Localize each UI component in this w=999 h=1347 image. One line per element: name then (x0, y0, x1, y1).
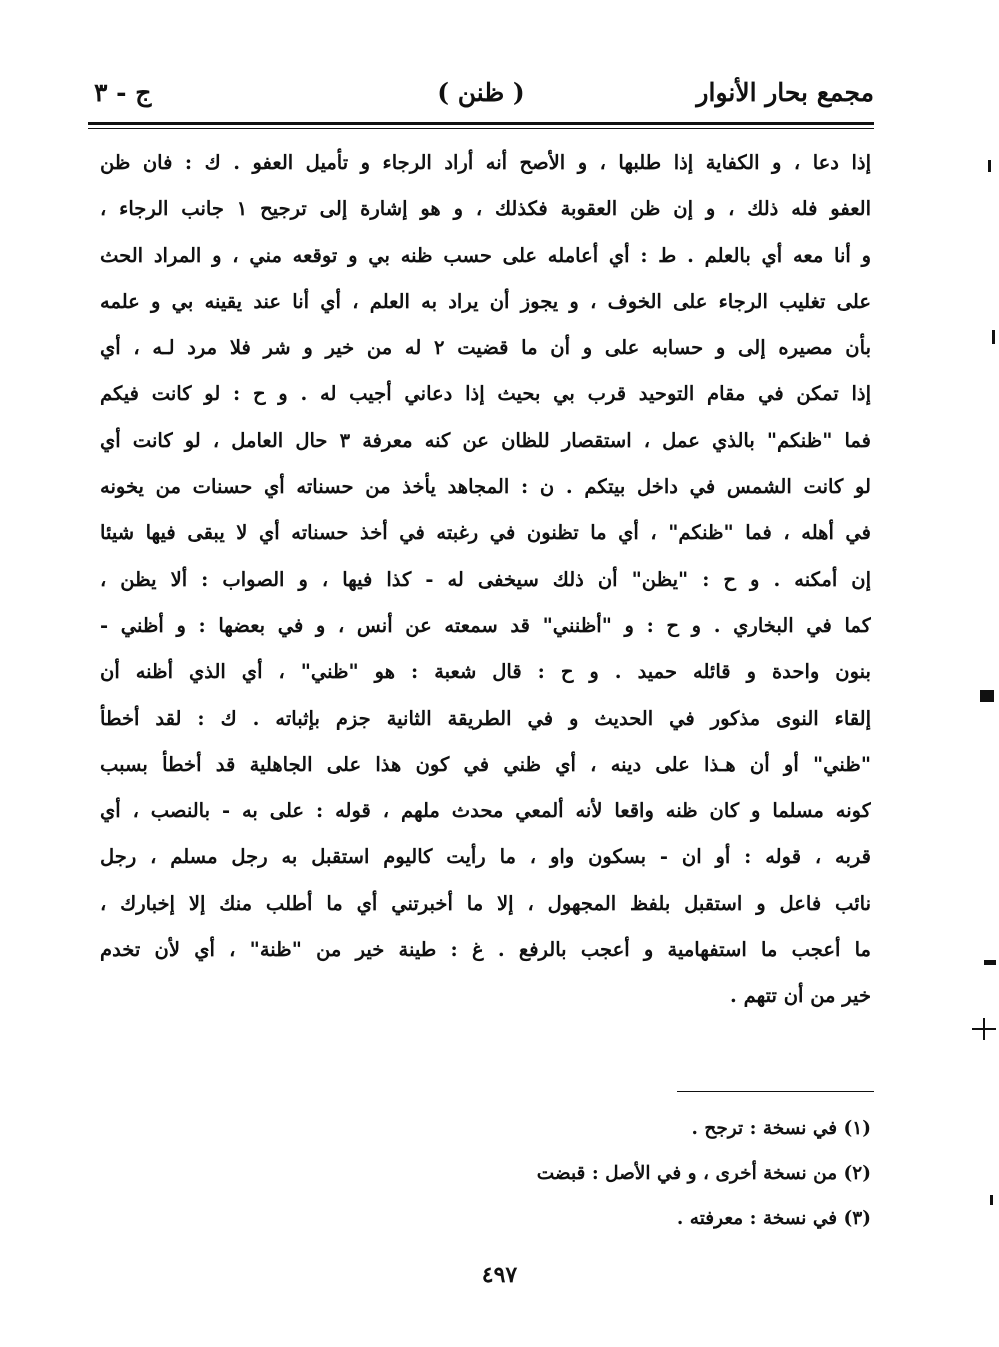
body-line: في أهله ، فما "ظنكم" ، أي ما تظنون في رغبته في أخذ حسناته أي لا يبقى فيها شيئا (100, 521, 871, 545)
footnote-2: (۲) من نسخة أخرى ، و في الأصل : قبضت (536, 1163, 871, 1184)
scan-edge-mark (992, 330, 995, 344)
footnote-rule (677, 1091, 874, 1092)
body-text (100, 140, 871, 1020)
scan-edge-mark (990, 1195, 993, 1205)
body-line: إذا تمكن في مقام التوحيد قرب بي بحيث إذا دعاني أجيب له . و ح : لو كانت فيكم (100, 382, 871, 406)
body-line: ما أعجب ما استفهامية و أعجب بالرفع . غ : طينة خير من "ظنة" ، أي لأن تخدم (100, 938, 871, 962)
body-line: و أنا معه أي بالعلم . ط : أي أعامله على حسب ظنه بي و توقعه مني ، و المراد الحث (100, 243, 871, 267)
body-line: لو كانت الشمس في داخل بيتكم . ن : المجاهد يأخذ من حسناته أي حسنات من يخونه (100, 475, 871, 499)
body-line: نائب فاعل و استقبل بلفظ المجهول ، إلا ما أخبرتني أي ما أطلب منك إلا إخبارك ، (100, 891, 871, 915)
page-number: ٤٩٧ (481, 1262, 518, 1288)
body-line: كونه مسلما و كان ظنه واقعا لأنه ألمعي محدث ملهم ، قوله : على به - بالنصب ، أي (100, 799, 871, 823)
body-line: على تغليب الرجاء على الخوف ، و يجوز أن يراد به العلم ، أي أنا عند يقينه بي و علمه (100, 289, 871, 313)
scan-edge-mark (988, 160, 991, 172)
body-line: فما "ظنكم" بالذي عمل ، استقصار للظان عن كنه معرفة ۳ حال العامل ، لو كانت أي (100, 428, 871, 452)
entry-heading: ( ظنن ) (437, 78, 525, 107)
volume-label: ج - ۳ (94, 78, 152, 107)
body-line: بأن مصيره إلى و حسابه على و أن ما قضيت ۲ له من خير و شر فلا مرد لـه ، أي (100, 336, 871, 360)
body-line: بنون واحدة و قائله حميد . و ح : قال شعبة : هو "ظني" ، أي الذي أظنه أن (100, 660, 871, 684)
body-line: "ظني" أو أن هـذا على دينه ، أي ظني في كون هذا على الجاهلية قد أخطأ بسبب (100, 752, 871, 776)
body-line: إلقاء النوى مذكور في الحديث و في الطريقة الثانية جزم بإثباته . ك : لقد أخطأ (100, 706, 871, 730)
scan-edge-mark (984, 960, 996, 965)
body-line: إذا دعا ، و الكفاية إذا طلبها ، و الأصح أنه أراد الرجاء و تأميل العفو . ك : فان ظن (100, 151, 871, 174)
header-rule-thick (88, 122, 874, 125)
body-line: كما في البخاري . و ح : و "أظنني" قد سمعته عن أنس ، و في بعضها : و أظني - (100, 613, 871, 637)
footnotes (451, 1106, 871, 1241)
footnote-1: (۱) في نسخة : ترجح . (691, 1118, 871, 1139)
body-line: خير من أن تتهم . (730, 984, 871, 1008)
body-line: قربه ، قوله : أو ان - بسكون واو ، ما رأيت كاليوم استقبل به رجل مسلم ، رجل (100, 845, 871, 869)
book-title: مجمع بحار الأنوار (696, 78, 874, 107)
running-header (88, 72, 874, 118)
header-rule-thin (88, 128, 874, 129)
scan-edge-mark (980, 690, 994, 702)
footnote-3: (۳) في نسخة : معرفته . (676, 1208, 871, 1229)
body-line: العفو فله ذلك ، و إن ظن العقوبة فكذلك ، و هو إشارة إلى ترجيح ۱ جانب الرجاء ، (100, 197, 871, 221)
scan-edge-mark (983, 1018, 985, 1040)
body-line: إن أمكنه . و ح : "يظن" أن ذلك سيخفى له - كذا فيها ، و الصواب : ألا يظن ، (100, 567, 871, 591)
